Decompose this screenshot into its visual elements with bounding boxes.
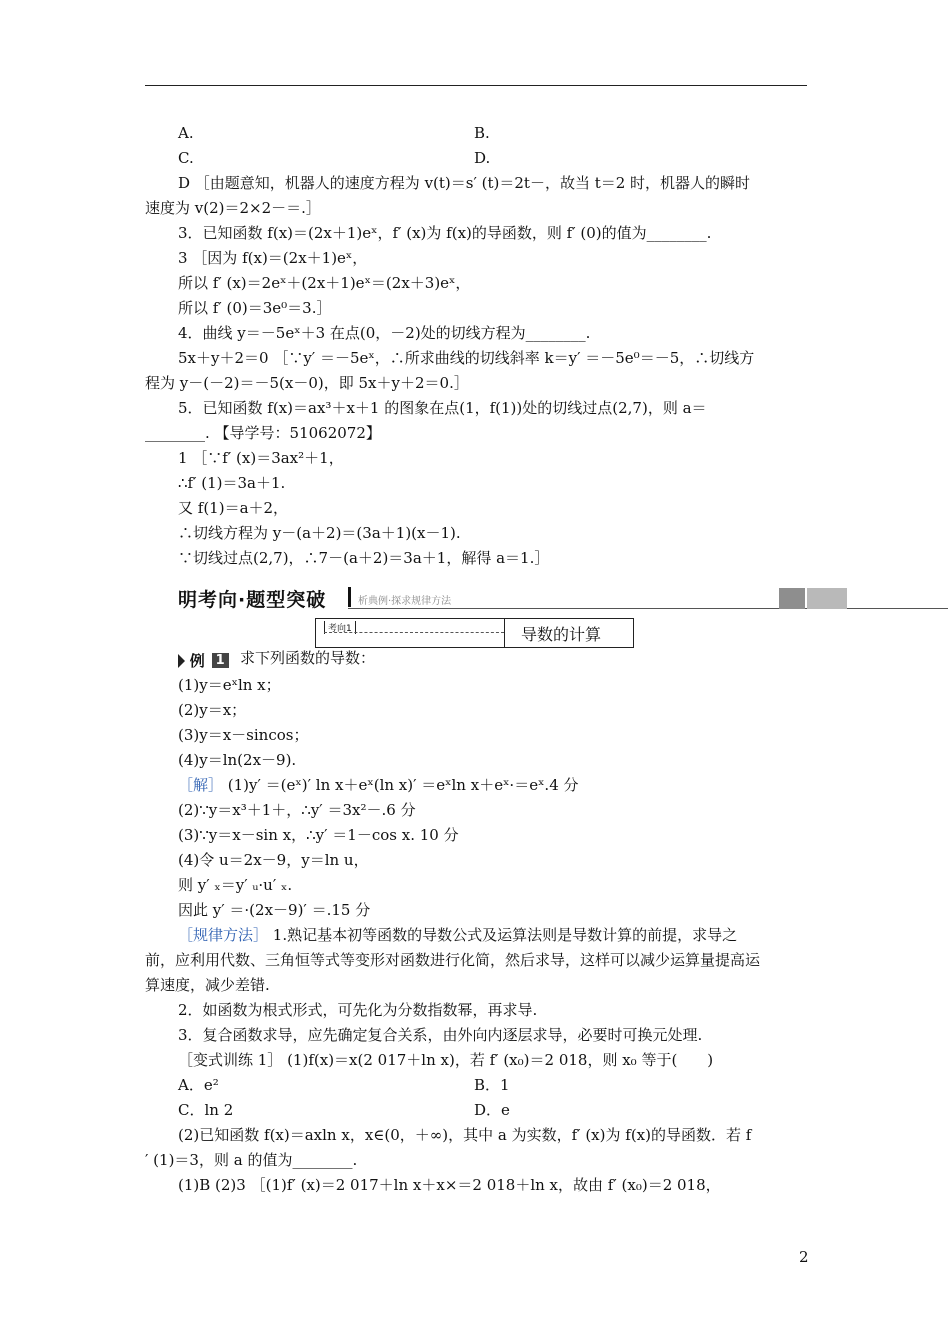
question-3: 3．已知函数 f(x)＝(2x＋1)eˣ，f′ (x)为 f(x)的导函数，则 f′ (0)的值为________. [178, 224, 712, 242]
solution-line: 则 y′ ₓ＝y′ ᵤ·u′ ₓ. [178, 876, 293, 894]
answer-line: 程为 y－(－2)＝－5(x－0)，即 5x＋y＋2＝0.］ [145, 374, 469, 392]
header-rule [145, 85, 807, 86]
example-item: (2)y＝x； [178, 701, 247, 719]
question-5: 5．已知函数 f(x)＝ax³＋x＋1 的图象在点(1，f(1))处的切线过点(2,7)，则 a＝ [178, 399, 707, 417]
answer-line: 1 ［∵f′ (x)＝3ax²＋1， [178, 449, 344, 467]
variant-choice-b: B．1 [474, 1076, 510, 1094]
section-decor-light [807, 588, 847, 609]
choice-d: D. [474, 149, 491, 167]
variant-question-2: (2)已知函数 f(x)＝axln x，x∈(0，＋∞)，其中 a 为实数，f′ (x)为 f(x)的导函数．若 f [178, 1126, 752, 1144]
variant-answer: (1)B (2)3 ［(1)f′ (x)＝2 017＋ln x＋x×＝2 018＋ln x，故由 f′ (x₀)＝2 018， [178, 1176, 721, 1194]
section-banner [178, 585, 846, 611]
choice-a: A. [178, 124, 194, 142]
answer-line: ∴切线方程为 y－(a＋2)＝(3a＋1)(x－1). [178, 524, 461, 542]
variant-question-2: ′ (1)＝3，则 a 的值为________. [145, 1151, 358, 1169]
topic-label: 导数的计算 [521, 625, 602, 644]
solution-line: (3)∵y＝x－sin x，∴y′ ＝1－cos x. 10 分 [178, 826, 459, 844]
variant-choice-a: A．e² [178, 1076, 219, 1094]
example-item: (3)y＝x－sincos； [178, 726, 309, 744]
choice-c: C. [178, 149, 194, 167]
section-divider [348, 587, 351, 607]
question-5-blank: ________. 【导学号：51062072】 [145, 424, 381, 442]
variant-choice-c: C．ln 2 [178, 1101, 234, 1119]
section-rule [348, 608, 948, 609]
example-prompt: 求下列函数的导数： [240, 649, 376, 667]
solution-line [178, 775, 579, 795]
method-tag: ［规律方法］ [178, 926, 269, 944]
answer-line: 所以 f′ (0)＝3e⁰＝3.］ [178, 299, 332, 317]
section-title: 明考向·题型突破 [178, 589, 327, 611]
answer-line: 3 ［因为 f(x)＝(2x＋1)eˣ， [178, 249, 368, 267]
answer-line: ∴f′ (1)＝3a＋1. [178, 474, 286, 492]
method-text: 1.熟记基本初等函数的导数公式及运算法则是导数计算的前提，求导之 [268, 926, 738, 944]
solution-line: 因此 y′ ＝·(2x－9)′ ＝.15 分 [178, 901, 371, 919]
question-4: 4．曲线 y＝－5eˣ＋3 在点(0，－2)处的切线方程为________. [178, 324, 591, 342]
page-number: 2 [799, 1248, 809, 1266]
solution-line: (2)∵y＝x³＋1＋，∴y′ ＝3x²－.6 分 [178, 801, 416, 819]
example-number: 1 [212, 653, 229, 668]
answer-line: 5x＋y＋2＝0 ［∵y′ ＝－5eˣ，∴所求曲线的切线斜率 k＝y′ ＝－5e⁰＝－5，∴切线方 [178, 349, 755, 367]
method-line: 算速度，减少差错. [145, 976, 270, 994]
topic-dash [324, 632, 504, 633]
example-badge [178, 650, 229, 668]
solution-line: (4)令 u＝2x－9，y＝ln u， [178, 851, 369, 869]
example-item: (1)y＝eˣln x； [178, 676, 281, 694]
method-line: 前，应利用代数、三角恒等式等变形对函数进行化简，然后求导，这样可以减少运算量提高运 [145, 951, 761, 969]
variant-question: ［变式训练 1］ (1)f(x)＝x(2 017＋ln x)，若 f′ (x₀)＝2 018，则 x₀ 等于( ) [178, 1051, 714, 1069]
answer-line: ∵切线过点(2,7)，∴7－(a＋2)＝3a＋1，解得 a＝1.］ [178, 549, 550, 567]
variant-choice-d: D．e [474, 1101, 510, 1119]
section-decor-dark [779, 588, 805, 609]
method-line: 3．复合函数求导，应先确定复合关系，由外向内逐层求导，必要时可换元处理. [178, 1026, 703, 1044]
solution-text: (1)y′ ＝(eˣ)′ ln x＋eˣ(ln x)′ ＝eˣln x＋eˣ·＝eˣ.4 分 [223, 776, 579, 794]
example-item: (4)y＝ln(2x－9). [178, 751, 297, 769]
answer-line: 速度为 v(2)＝2×2－＝.］ [145, 199, 321, 217]
method-line [178, 925, 737, 945]
solution-tag: ［解］ [178, 776, 224, 794]
answer-line: 所以 f′ (x)＝2eˣ＋(2x＋1)eˣ＝(2x＋3)eˣ， [178, 274, 471, 292]
answer-line: D ［由题意知，机器人的速度方程为 v(t)＝s′ (t)＝2t－，故当 t＝2 时，机器人的瞬时 [178, 174, 751, 192]
topic-box [315, 618, 634, 648]
triangle-icon [178, 654, 185, 668]
answer-line: 又 f(1)＝a＋2， [178, 499, 289, 517]
choice-b: B. [474, 124, 490, 142]
example-word: 例 [189, 652, 205, 670]
section-subtitle: 析典例·探求规律方法 [358, 596, 452, 607]
topic-divider [504, 619, 505, 647]
method-line: 2．如函数为根式形式，可先化为分数指数幂，再求导. [178, 1001, 538, 1019]
topic-tag: 考向1 [324, 621, 356, 634]
